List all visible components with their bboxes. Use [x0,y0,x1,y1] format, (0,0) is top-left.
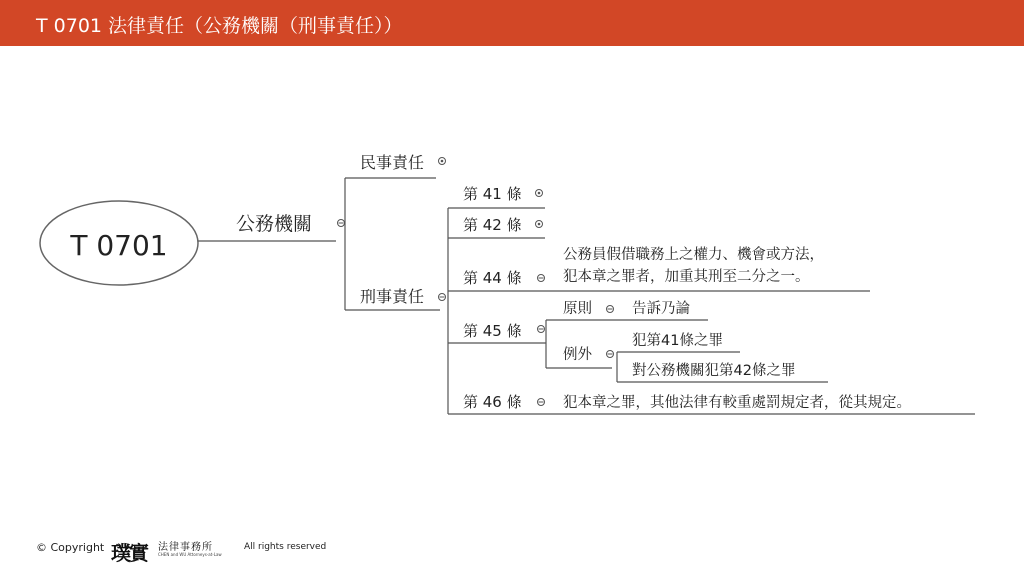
expand-icon-dot [538,223,541,226]
node-civil-liability[interactable]: 民事責任 [360,153,425,172]
expand-icon-dot [538,192,541,195]
firm-logo-mark: 璞實 [111,541,147,565]
node-article-44[interactable]: 第 44 條 [463,269,522,287]
node-exception[interactable]: 例外 [563,347,592,363]
node-article-45[interactable]: 第 45 條 [463,322,522,340]
expand-icon-dot [441,160,444,163]
firm-logo-name: 法律事務所 [158,542,213,553]
article-44-text-line2: 犯本章之罪者，加重其刑至二分之一。 [563,269,810,285]
exception-item-2: 對公務機關犯第42條之罪 [632,363,796,379]
page-title: T 0701 法律責任（公務機關（刑事責任）） [36,15,403,37]
node-principle[interactable]: 原則 [563,301,592,317]
node-public-agency[interactable]: 公務機關 [236,213,313,235]
node-article-41[interactable]: 第 41 條 [463,185,522,203]
footer [36,537,396,565]
article-44-text-line1: 公務員假借職務上之權力、機會或方法， [563,247,824,263]
root-node-label[interactable]: T 0701 [70,229,168,262]
node-criminal-liability[interactable]: 刑事責任 [360,287,425,306]
exception-item-1: 犯第41條之罪 [632,333,723,349]
node-article-42[interactable]: 第 42 條 [463,216,522,234]
firm-logo-subtitle: CHEN and WU Attorneys-at-Law [158,552,222,557]
copyright-text: © Copyright [36,541,105,554]
node-article-46[interactable]: 第 46 條 [463,393,522,411]
rights-text: All rights reserved [244,542,327,552]
principle-text: 告訴乃論 [632,301,690,317]
article-46-text: 犯本章之罪，其他法律有較重處罰規定者，從其規定。 [563,395,911,411]
